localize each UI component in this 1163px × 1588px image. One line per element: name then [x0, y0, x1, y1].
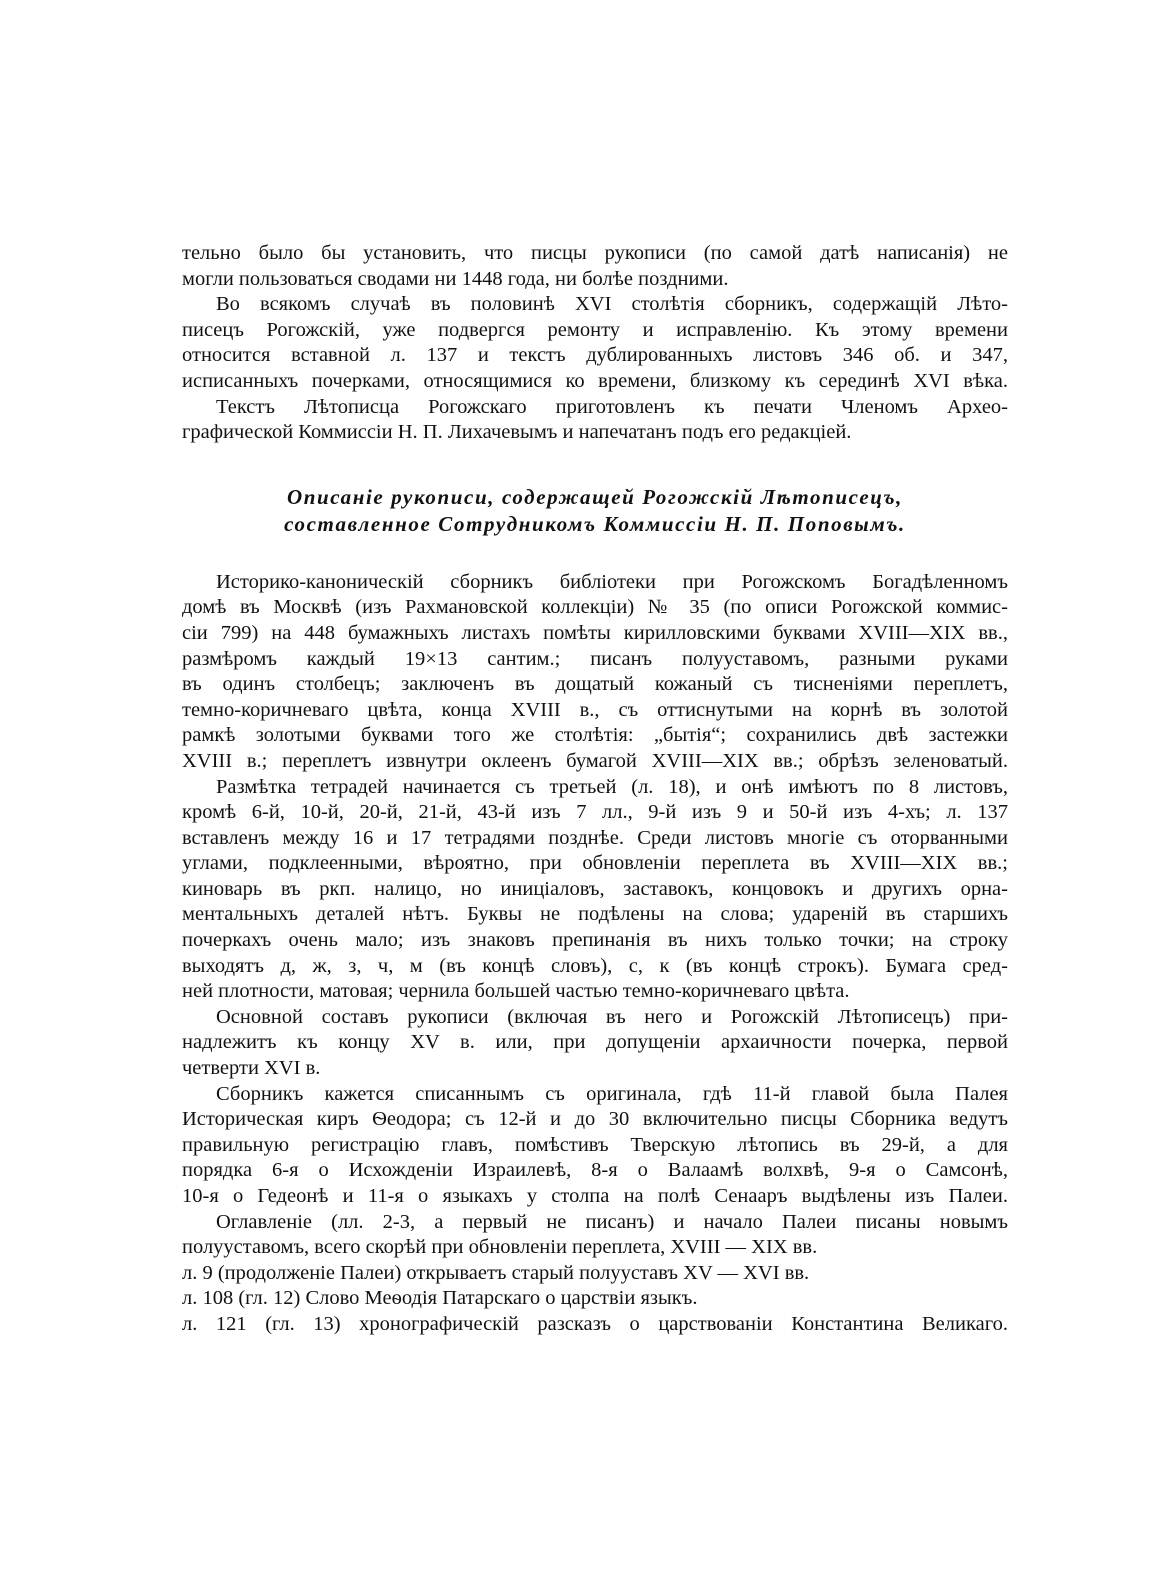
text-line: выходятъ д, ж, з, ч, м (въ концѣ словъ), с, к (въ концѣ строкъ). Бумага сред-	[182, 954, 1008, 977]
text-line: полууставомъ, всего скорѣй при обновленіи переплета, XVIII — XIX вв.	[182, 1236, 818, 1259]
text-line: относится вставной л. 137 и текстъ дублированныхъ листовъ 346 об. и 347,	[182, 344, 1008, 367]
text-line: углами, подклеенными, вѣроятно, при обновленіи переплета въ XVIII—XIX вв.;	[182, 852, 1008, 875]
text-line: надлежитъ къ концу XV в. или, при допущеніи архаичности почерка, первой	[182, 1031, 1008, 1054]
text-line: почеркахъ очень мало; изъ знаковъ препинанія въ нихъ только точки; на строку	[182, 929, 1008, 952]
text-line: въ одинъ столбецъ; заключенъ въ дощатый кожаный съ тисненіями переплетъ,	[182, 673, 1008, 696]
text-line: л. 121 (гл. 13) хронографическій разсказъ о царствованіи Константина Великаго.	[182, 1312, 1008, 1335]
text-line: графической Коммиссіи Н. П. Лихачевымъ и напечатанъ подъ его редакціей.	[182, 421, 852, 444]
document-page	[182, 241, 1008, 1338]
text-line: могли пользоваться сводами ни 1448 года, ни болѣе поздними.	[182, 267, 729, 290]
text-line: Сборникъ кажется списаннымъ съ оригинала, гдѣ 11-й главой была Палея	[216, 1082, 1008, 1105]
text-line: порядка 6-я о Исхожденіи Израилевѣ, 8-я о Валаамѣ волхвѣ, 9-я о Самсонѣ,	[182, 1159, 1008, 1182]
text-line: четверти XVI в.	[182, 1057, 321, 1080]
text-line: Оглавленіе (лл. 2-3, а первый не писанъ) и начало Палеи писаны новымъ	[216, 1210, 1008, 1233]
text-line: Основной составъ рукописи (включая въ него и Рогожскій Лѣтописецъ) при-	[216, 1005, 1008, 1028]
text-line: исписанныхъ почерками, относящимися ко времени, близкому къ серединѣ XVI вѣка.	[182, 369, 1008, 392]
intro-paragraphs	[182, 241, 1008, 446]
text-line: Историческая киръ Ѳеодора; съ 12-й и до 30 включительно писцы Сборника ведутъ	[182, 1108, 1008, 1131]
text-line: темно-коричневаго цвѣта, конца XVIII в., съ оттиснутыми на корнѣ въ золотой	[182, 698, 1008, 721]
text-line: Размѣтка тетрадей начинается съ третьей (л. 18), и онѣ имѣютъ по 8 листовъ,	[216, 775, 1008, 798]
heading-line-1: Описаніе рукописи, содержащей Рогожскій Лѣтописецъ,	[286, 484, 904, 509]
text-line: размѣромъ каждый 19×13 сантим.; писанъ полууставомъ, разными руками	[182, 647, 1008, 670]
text-line: кромѣ 6-й, 10-й, 20-й, 21-й, 43-й изъ 7 лл., 9-й изъ 9 и 50-й изъ 4-хъ; л. 137	[182, 801, 1008, 824]
text-line: киноварь въ ркп. налицо, но иниціаловъ, заставокъ, концовокъ и другихъ орна-	[182, 877, 1008, 900]
heading-line-2: составленное Сотрудникомъ Коммиссіи Н. П. Поповымъ.	[284, 511, 906, 536]
text-line: л. 9 (продолженіе Палеи) открываетъ старый полууставъ XV — XVI вв.	[182, 1261, 810, 1284]
text-line: домѣ въ Москвѣ (изъ Рахмановской коллекціи) № 35 (по описи Рогожской коммис-	[182, 596, 1008, 619]
text-line: тельно было бы установить, что писцы рукописи (по самой датѣ написанія) не	[182, 242, 1008, 264]
text-line: сіи 799) на 448 бумажныхъ листахъ помѣты кирилловскими буквами XVIII—XIX вв.,	[182, 621, 1008, 644]
section-heading	[182, 484, 1008, 538]
text-line: Историко-каноническій сборникъ библіотеки при Рогожскомъ Богадѣленномъ	[216, 570, 1008, 593]
text-line: ней плотности, матовая; чернила большей частью темно-коричневаго цвѣта.	[182, 980, 850, 1003]
text-line: XVIII в.; переплетъ извнутри оклеенъ бумагой XVIII—XIX вв.; обрѣзъ зеленоватый.	[182, 749, 1008, 772]
text-line: ментальныхъ деталей нѣтъ. Буквы не подѣлены на слова; удареній въ старшихъ	[182, 903, 1008, 926]
text-line: писецъ Рогожскій, уже подвергся ремонту и исправленію. Къ этому времени	[182, 318, 1008, 341]
description-paragraphs	[182, 570, 1008, 1338]
text-line: правильную регистрацію главъ, помѣстивъ Тверскую лѣтопись въ 29-й, а для	[182, 1133, 1008, 1156]
text-line: Текстъ Лѣтописца Рогожскаго приготовленъ къ печати Членомъ Археo-	[216, 395, 1008, 418]
text-line: 10-я о Гедеонѣ и 11-я о языкахъ у столпа на полѣ Сенааръ выдѣлены изъ Палеи.	[182, 1185, 1008, 1207]
text-line: рамкѣ золотыми буквами того же столѣтія: „бытія“; сохранились двѣ застежки	[182, 724, 1008, 747]
text-line: Во всякомъ случаѣ въ половинѣ XVI столѣтія сборникъ, содержащій Лѣто-	[216, 293, 1008, 316]
text-line: вставленъ между 16 и 17 тетрадями позднѣе. Среди листовъ многіе съ оторванными	[182, 826, 1008, 849]
text-line: л. 108 (гл. 12) Слово Меѳодія Патарскаго о царствіи языкъ.	[182, 1287, 698, 1310]
